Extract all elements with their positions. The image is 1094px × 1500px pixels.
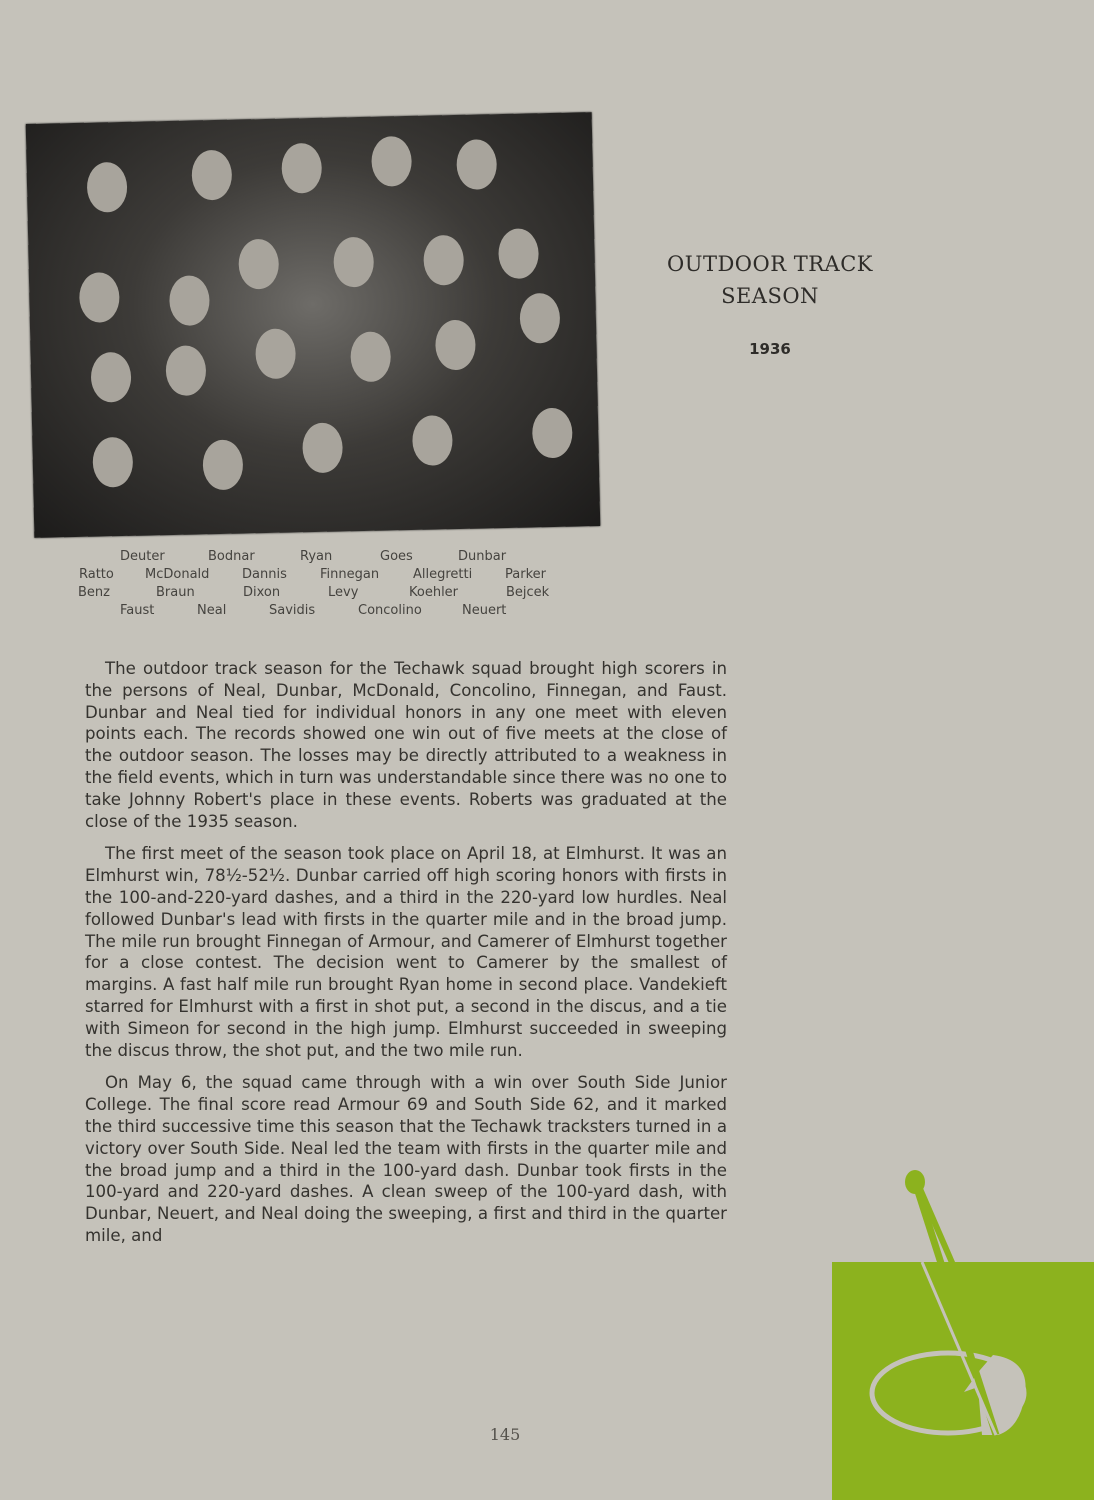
caption-name: Goes (380, 549, 413, 564)
caption-name: Braun (156, 585, 195, 600)
caption-name: Ryan (300, 549, 333, 564)
caption-name: McDonald (145, 567, 210, 582)
paragraph: The first meet of the season took place on April 18, at Elmhurst. It was an Elmhurst win, 78½-52½. Dunbar carried off high scoring honors with firsts in the 100-and-220-yard dashes, and a third in the 220-yard low hurdles. Neal followed Dunbar's lead with firsts in the quarter mile and in the broad jump. The mile run brought Finnegan of Armour, and Camerer of Elmhurst together for a close contest. The decision went to Camerer by the smallest of margins. A fast half mile run brought Ryan home in second place. Vandekieft starred for Elmhurst with a first in shot put, a second in the discus, and a tie with Simeon for second in the high jump. Elmhurst succeeded in sweeping the discus throw, the shot put, and the two mile run. (85, 844, 727, 1060)
section-title-line1: OUTDOOR TRACK (667, 252, 873, 276)
discus-throw-illustration-icon (820, 1160, 1094, 1500)
caption-name: Neuert (462, 603, 507, 618)
caption-name: Parker (505, 567, 546, 582)
caption-name: Neal (197, 603, 227, 618)
section-title-line2: SEASON (721, 284, 819, 308)
season-year: 1936 (749, 340, 791, 358)
caption-name: Bodnar (208, 549, 255, 564)
caption-name: Levy (328, 585, 359, 600)
caption-name: Ratto (79, 567, 114, 582)
caption-name: Finnegan (320, 567, 380, 582)
caption-name: Faust (120, 603, 155, 618)
caption-name: Dannis (242, 567, 287, 582)
caption-name: Dixon (243, 585, 281, 600)
caption-name: Savidis (269, 603, 316, 618)
caption-name: Dunbar (458, 549, 507, 564)
caption-name: Concolino (358, 603, 422, 618)
team-photo (26, 112, 601, 538)
caption-name: Bejcek (506, 585, 550, 600)
caption-name: Deuter (120, 549, 165, 564)
caption-name: Allegretti (413, 567, 473, 582)
page-number: 145 (489, 1425, 521, 1444)
caption-name: Koehler (409, 585, 459, 600)
article-body (85, 658, 727, 1258)
caption-name: Benz (78, 585, 110, 600)
paragraph: On May 6, the squad came through with a win over South Side Junior College. The final score read Armour 69 and South Side 62, and it marked the third successive time this season that the Techawk tracksters turned in a victory over South Side. Neal led the team with firsts in the quarter mile and the broad jump and a third in the 100-yard dash. Dunbar took firsts in the 100-yard and 220-yard dashes. A clean sweep of the 100-yard dash, with Dunbar, Neuert, and Neal doing the sweeping, a first and third in the quarter mile, and (85, 1073, 727, 1245)
paragraph: The outdoor track season for the Techawk squad brought high scorers in the persons of Neal, Dunbar, McDonald, Concolino, Finnegan, and Faust. Dunbar and Neal tied for individual honors in any one meet with eleven points each. The records showed one win out of five meets at the close of the outdoor season. The losses may be directly attributed to a weakness in the field events, which in turn was understandable since there was no one to take Johnny Robert's place in these events. Roberts was graduated at the close of the 1935 season. (85, 659, 727, 831)
